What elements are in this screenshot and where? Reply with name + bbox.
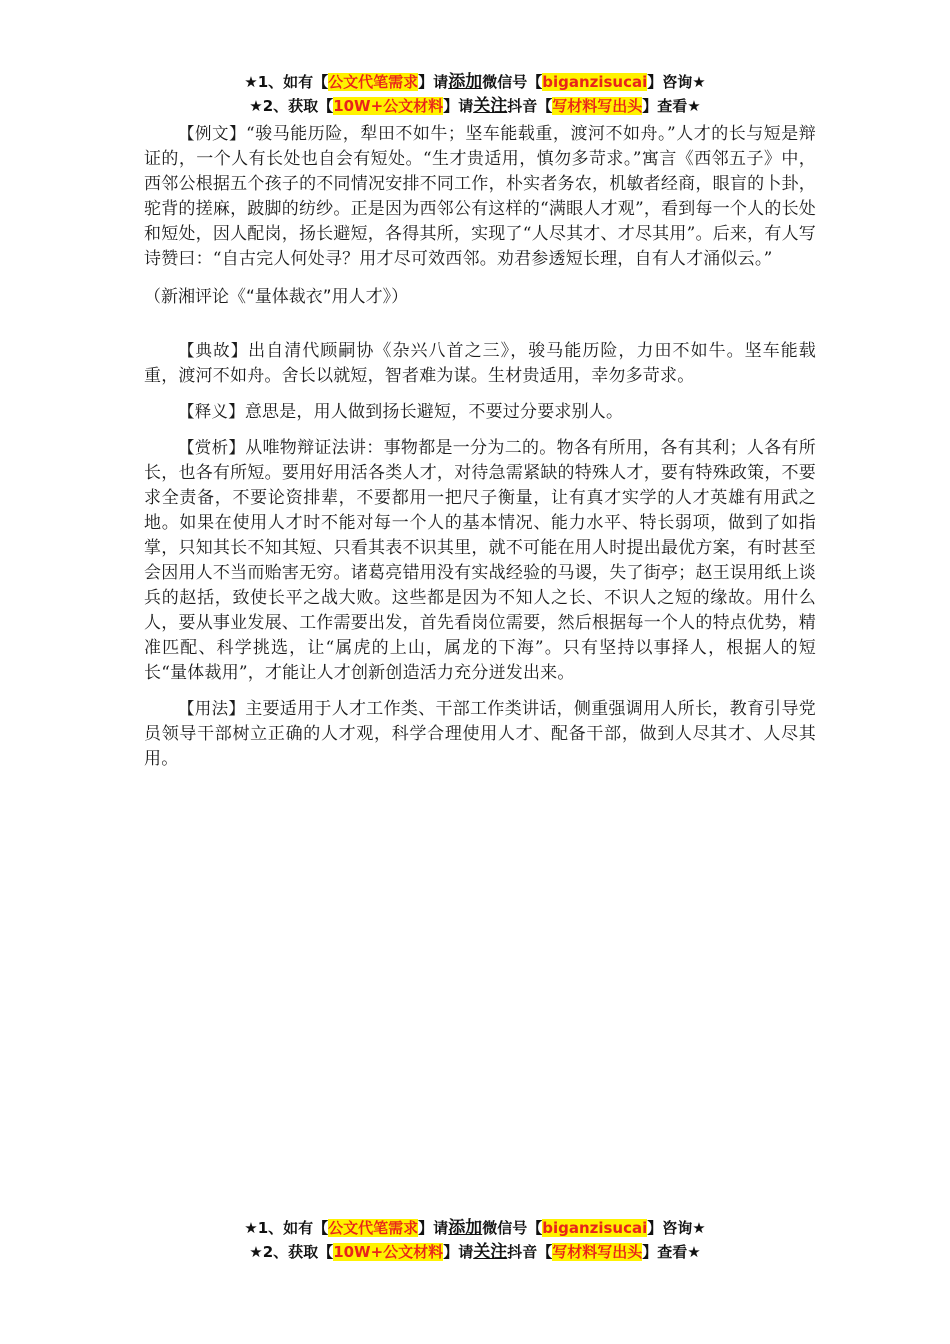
allusion-paragraph [144, 338, 816, 389]
meaning-paragraph [144, 399, 816, 425]
usage-tag: 【用法】 [178, 699, 246, 718]
banner-emphasis: 添加 [448, 72, 483, 92]
ghostwriting-highlight: 公文代笔需求 [328, 1219, 419, 1237]
banner-text: ★1、如有【 [244, 1219, 329, 1237]
usage-text: 主要适用于人才工作类、干部工作类讲话，侧重强调用人所长，教育引导党员领导干部树立正确的人才观，科学合理使用人才、配备干部，做到人尽其才、人尽其用。 [144, 699, 816, 769]
ghostwriting-highlight: 公文代笔需求 [328, 73, 419, 91]
banner-emphasis: 关注 [473, 96, 508, 116]
banner-line-2 [0, 94, 950, 118]
banner-text: 抖音【 [507, 97, 553, 115]
banner-text: 】查看★ [642, 97, 701, 115]
banner-text: 】请 [443, 97, 474, 115]
materials-highlight: 10W+公文材料 [333, 97, 444, 115]
usage-paragraph [144, 696, 816, 772]
banner-text: ★2、获取【 [249, 1243, 334, 1261]
allusion-text: 出自清代顾嗣协《杂兴八首之三》，骏马能历险，力田不如牛。坚车能载重，渡河不如舟。舍长以就短，智者难为谋。生材贵适用，幸勿多苛求。 [144, 341, 816, 386]
analysis-paragraph [144, 435, 816, 686]
banner-text: 微信号【 [482, 73, 543, 91]
banner-emphasis: 添加 [448, 1218, 483, 1238]
banner-text: 抖音【 [507, 1243, 553, 1261]
analysis-text: 从唯物辩证法讲：事物都是一分为二的。物各有所用，各有其利；人各有所长，也各有所短。要用好用活各类人才，对待急需紧缺的特殊人才，要有特殊政策，不要求全责备，不要论资排辈，不要都用一把尺子衡量，让有真才实学的人才英雄有用武之地。如果在使用人才时不能对每一个人的基本情况、能力水平、特长弱项，做到了如指掌，只知其长不知其短、只看其表不识其里，就不可能在用人时提出最优方案，有时甚至会因用人不当而贻害无穷。诸葛亮错用没有实战经验的马谡，失了街亭；赵王误用纸上谈兵的赵括，致使长平之战大败。这些都是因为不知人之长、不识人之短的缘故。用什么人，要从事业发展、工作需要出发，首先看岗位需要，然后根据每一个人的特点优势，精准匹配、科学挑选，让“属虎的上山，属龙的下海”。只有坚持以事择人，根据人的短长“量体裁用”，才能让人才创新创造活力充分迸发出来。 [144, 438, 816, 683]
douyin-account-highlight: 写材料写出头 [552, 97, 643, 115]
banner-text: 】请 [443, 1243, 474, 1261]
banner-text: 】查看★ [642, 1243, 701, 1261]
banner-text: 微信号【 [482, 1219, 543, 1237]
banner-text: 】请 [418, 73, 449, 91]
banner-text: 】请 [418, 1219, 449, 1237]
example-tag: 【例文】 [178, 124, 247, 143]
banner-text: 】咨询★ [647, 73, 706, 91]
wechat-id-highlight: biganzisucai [542, 1219, 648, 1237]
source-citation: （新湘评论《“量体裁衣”用人才》） [144, 287, 409, 307]
banner-line-1 [0, 70, 950, 94]
banner-text: ★2、获取【 [249, 97, 334, 115]
header-banner [0, 70, 950, 118]
example-paragraph [144, 121, 816, 272]
banner-text: 】咨询★ [647, 1219, 706, 1237]
wechat-id-highlight: biganzisucai [542, 73, 648, 91]
example-text: “骏马能历险，犁田不如牛；坚车能载重，渡河不如舟。”人才的长与短是辩证的，一个人有长处也自会有短处。“生才贵适用，慎勿多苛求。”寓言《西邻五子》中，西邻公根据五个孩子的不同情况安排不同工作，朴实者务农，机敏者经商，眼盲的卜卦，驼背的搓麻，跛脚的纺纱。正是因为西邻公有这样的“满眼人才观”，看到每一个人的长处和短处，因人配岗，扬长避短，各得其所，实现了“人尽其才、才尽其用”。后来，有人写诗赞曰：“自古完人何处寻？用才尽可效西邻。劝君参透短长理，自有人才涌似云。” [144, 124, 816, 269]
banner-text: ★1、如有【 [244, 73, 329, 91]
banner-line-1 [0, 1216, 950, 1240]
analysis-tag: 【赏析】 [178, 438, 246, 457]
douyin-account-highlight: 写材料写出头 [552, 1243, 643, 1261]
document-body [144, 121, 816, 772]
meaning-tag: 【释义】 [178, 402, 245, 421]
meaning-text: 意思是，用人做到扬长避短，不要过分要求别人。 [244, 402, 624, 422]
footer-banner [0, 1216, 950, 1264]
allusion-tag: 【典故】 [178, 341, 249, 360]
banner-line-2 [0, 1240, 950, 1264]
banner-emphasis: 关注 [473, 1242, 508, 1262]
materials-highlight: 10W+公文材料 [333, 1243, 444, 1261]
